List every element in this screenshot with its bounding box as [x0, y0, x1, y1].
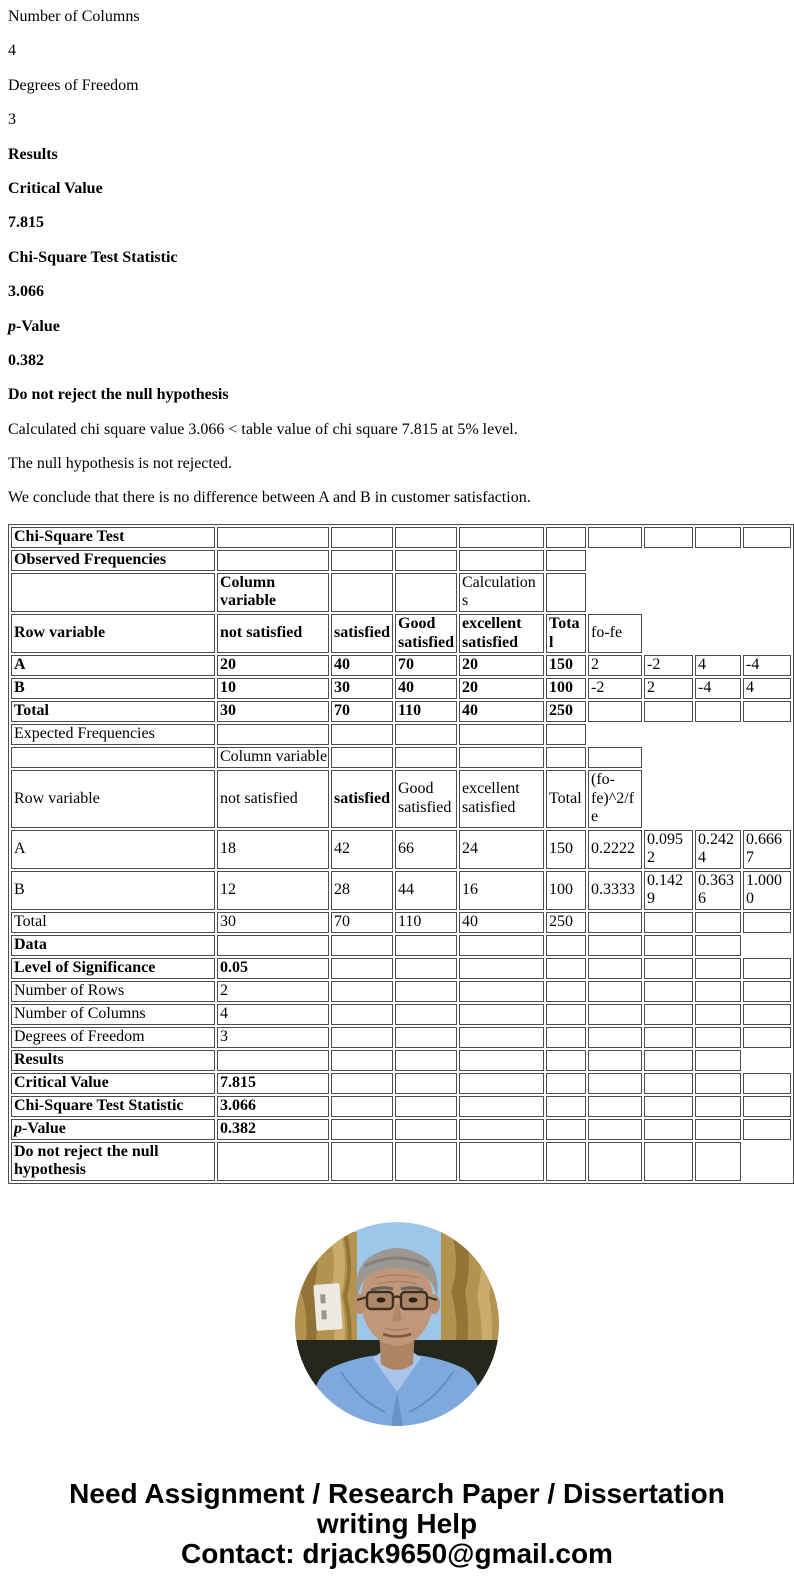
table-row: [11, 981, 791, 1002]
table-cell: [588, 912, 642, 933]
table-cell: [459, 527, 544, 548]
table-row: [11, 1142, 791, 1181]
table-cell: [546, 550, 586, 571]
table-cell: [588, 1096, 642, 1117]
table-cell: [695, 770, 741, 828]
table-cell: 70: [395, 655, 457, 676]
table-cell: [217, 935, 329, 956]
table-row: [11, 935, 791, 956]
table-cell: [331, 1050, 393, 1071]
table-cell: [459, 747, 544, 768]
table-cell: [546, 527, 586, 548]
table-cell: 0.0952: [644, 830, 693, 869]
table-cell: [743, 747, 791, 768]
table-cell: p-Value: [11, 1119, 215, 1140]
table-cell: excellent satisfied: [459, 614, 544, 653]
paragraph: We conclude that there is no difference between A and B in customer satisfaction.: [8, 489, 531, 507]
table-cell: Expected Frequencies: [11, 724, 215, 745]
table-cell: [644, 1142, 693, 1181]
table-cell: 40: [459, 912, 544, 933]
table-cell: [395, 1050, 457, 1071]
table-cell: 18: [217, 830, 329, 869]
table-cell: B: [11, 871, 215, 910]
table-cell: [743, 770, 791, 828]
table-cell: 0.6667: [743, 830, 791, 869]
table-cell: 40: [459, 701, 544, 722]
table-cell: [459, 550, 544, 571]
table-cell: [395, 1027, 457, 1048]
table-cell: 44: [395, 871, 457, 910]
table-cell: [217, 550, 329, 571]
table-cell: [588, 1119, 642, 1140]
table-cell: [743, 958, 791, 979]
table-cell: [695, 1142, 741, 1181]
table-cell: [695, 1050, 741, 1071]
table-cell: [743, 573, 791, 612]
table-cell: [695, 1004, 741, 1025]
table-cell: [644, 573, 693, 612]
table-cell: [695, 1073, 741, 1094]
table-cell: [459, 1096, 544, 1117]
table-cell: [644, 958, 693, 979]
table-cell: [331, 1027, 393, 1048]
table-cell: B: [11, 678, 215, 699]
table-cell: [695, 935, 741, 956]
table-cell: [459, 1004, 544, 1025]
table-row: [11, 701, 791, 722]
paragraph: 3.066: [8, 283, 44, 301]
table-cell: Do not reject the null hypothesis: [11, 1142, 215, 1181]
table-cell: 2: [217, 981, 329, 1002]
table-cell: 4: [743, 678, 791, 699]
table-cell: [644, 1073, 693, 1094]
table-cell: 3.066: [217, 1096, 329, 1117]
table-cell: A: [11, 655, 215, 676]
table-cell: 0.3636: [695, 871, 741, 910]
table-cell: 28: [331, 871, 393, 910]
table-cell: [459, 724, 544, 745]
table-cell: [395, 573, 457, 612]
table-cell: [459, 1050, 544, 1071]
table-cell: [644, 747, 693, 768]
paragraph: Do not reject the null hypothesis: [8, 386, 229, 404]
paragraph: The null hypothesis is not rejected.: [8, 455, 232, 473]
table-cell: [743, 912, 791, 933]
table-cell: 0.2424: [695, 830, 741, 869]
table-cell: Degrees of Freedom: [11, 1027, 215, 1048]
table-cell: Chi-Square Test: [11, 527, 215, 548]
table-cell: [743, 1119, 791, 1140]
table-cell: 3: [217, 1027, 329, 1048]
table-cell: [459, 935, 544, 956]
table-cell: Level of Significance: [11, 958, 215, 979]
table-cell: [331, 724, 393, 745]
table-cell: [395, 935, 457, 956]
table-cell: [331, 747, 393, 768]
table-row: [11, 1050, 791, 1071]
table-cell: [695, 724, 741, 745]
table-row: [11, 1004, 791, 1025]
table-cell: Total: [11, 701, 215, 722]
paragraph: 0.382: [8, 351, 44, 369]
table-cell: -4: [743, 655, 791, 676]
table-cell: [743, 550, 791, 571]
paragraph: Number of Columns: [8, 8, 140, 25]
table-cell: excellent satisfied: [459, 770, 544, 828]
table-cell: [331, 1004, 393, 1025]
table-row: [11, 614, 791, 653]
table-cell: [695, 912, 741, 933]
table-cell: Row variable: [11, 770, 215, 828]
table-cell: [546, 1004, 586, 1025]
table-cell: satisfied: [331, 614, 393, 653]
table-cell: [743, 1073, 791, 1094]
table-cell: [743, 1142, 791, 1181]
table-cell: 4: [217, 1004, 329, 1025]
table-row: [11, 1027, 791, 1048]
table-cell: [331, 1096, 393, 1117]
paragraph: Calculated chi square value 3.066 < table value of chi square 7.815 at 5% level.: [8, 420, 518, 438]
table-cell: [743, 1004, 791, 1025]
table-cell: Row variable: [11, 614, 215, 653]
table-cell: [644, 701, 693, 722]
table-cell: [588, 701, 642, 722]
table-cell: satisfied: [331, 770, 393, 828]
table-cell: [644, 614, 693, 653]
table-row: [11, 770, 791, 828]
table-cell: [546, 1142, 586, 1181]
table-cell: 0.3333: [588, 871, 642, 910]
table-cell: Results: [11, 1050, 215, 1071]
table-cell: [217, 724, 329, 745]
intro-section: [8, 8, 786, 508]
table-cell: [588, 935, 642, 956]
table-cell: [695, 981, 741, 1002]
table-cell: [743, 1050, 791, 1071]
table-cell: [695, 1096, 741, 1117]
table-cell: [546, 958, 586, 979]
table-cell: [331, 1119, 393, 1140]
table-cell: [459, 1119, 544, 1140]
table-cell: 110: [395, 701, 457, 722]
table-cell: [588, 981, 642, 1002]
table-cell: [743, 724, 791, 745]
table-cell: 10: [217, 678, 329, 699]
table-cell: 20: [217, 655, 329, 676]
table-cell: 0.1429: [644, 871, 693, 910]
table-cell: Number of Rows: [11, 981, 215, 1002]
table-cell: 150: [546, 830, 586, 869]
table-cell: 150: [546, 655, 586, 676]
table-cell: [546, 1073, 586, 1094]
table-cell: [395, 1119, 457, 1140]
table-cell: [546, 981, 586, 1002]
table-cell: [546, 935, 586, 956]
table-row: [11, 655, 791, 676]
table-cell: [644, 1004, 693, 1025]
table-row: [11, 830, 791, 869]
table-cell: [331, 981, 393, 1002]
table-cell: 4: [695, 655, 741, 676]
table-row: [11, 1073, 791, 1094]
table-row: [11, 724, 791, 745]
table-cell: [546, 1096, 586, 1117]
table-cell: 250: [546, 912, 586, 933]
table-row: [11, 747, 791, 768]
contact-line: Contact: drjack9650@gmail.com: [181, 1537, 613, 1569]
paragraph: 7.815: [8, 214, 44, 232]
table-cell: -2: [644, 655, 693, 676]
table-cell: [395, 1142, 457, 1181]
table-cell: 0.2222: [588, 830, 642, 869]
table-cell: 0.05: [217, 958, 329, 979]
table-cell: [695, 1119, 741, 1140]
table-cell: [743, 935, 791, 956]
table-cell: [644, 981, 693, 1002]
table-cell: [546, 573, 586, 612]
table-cell: 16: [459, 871, 544, 910]
table-cell: 30: [217, 701, 329, 722]
table-cell: Total: [546, 614, 586, 653]
table-cell: (fo-fe)^2/fe: [588, 770, 642, 828]
table-cell: [588, 527, 642, 548]
table-row: [11, 678, 791, 699]
table-cell: [588, 1004, 642, 1025]
table-cell: -2: [588, 678, 642, 699]
table-cell: [395, 1096, 457, 1117]
table-cell: [459, 1027, 544, 1048]
table-cell: [588, 1027, 642, 1048]
table-cell: [743, 701, 791, 722]
table-cell: [546, 1119, 586, 1140]
table-cell: Total: [11, 912, 215, 933]
table-cell: [331, 958, 393, 979]
table-cell: 24: [459, 830, 544, 869]
table-cell: [588, 747, 642, 768]
table-cell: 250: [546, 701, 586, 722]
table-cell: [695, 573, 741, 612]
table-cell: [695, 747, 741, 768]
table-cell: [11, 747, 215, 768]
table-cell: fo-fe: [588, 614, 642, 653]
table-cell: Critical Value: [11, 1073, 215, 1094]
table-cell: 100: [546, 678, 586, 699]
document-page: [8, 8, 786, 1569]
table-cell: [695, 550, 741, 571]
table-cell: 7.815: [217, 1073, 329, 1094]
table-cell: not satisfied: [217, 770, 329, 828]
table-cell: Column variable: [217, 573, 329, 612]
table-cell: [695, 527, 741, 548]
table-cell: 40: [395, 678, 457, 699]
paragraph: Degrees of Freedom: [8, 76, 139, 94]
table-cell: [644, 770, 693, 828]
paragraph: Chi-Square Test Statistic: [8, 248, 178, 266]
table-cell: [644, 912, 693, 933]
table-cell: [395, 1004, 457, 1025]
avatar-section: [8, 1222, 786, 1431]
table-cell: [459, 1142, 544, 1181]
table-cell: [459, 958, 544, 979]
table-cell: Number of Columns: [11, 1004, 215, 1025]
paragraph: Results: [8, 145, 58, 163]
table-cell: Calculations: [459, 573, 544, 612]
table-cell: 0.382: [217, 1119, 329, 1140]
table-cell: [395, 958, 457, 979]
table-cell: [644, 935, 693, 956]
table-cell: 66: [395, 830, 457, 869]
table-row: [11, 958, 791, 979]
table-cell: [331, 573, 393, 612]
paragraph: Critical Value: [8, 179, 103, 197]
table-cell: [331, 935, 393, 956]
table-cell: [644, 1050, 693, 1071]
table-cell: [644, 1096, 693, 1117]
table-cell: [546, 747, 586, 768]
table-cell: 2: [588, 655, 642, 676]
table-cell: [331, 1073, 393, 1094]
table-cell: Chi-Square Test Statistic: [11, 1096, 215, 1117]
table-cell: [644, 1027, 693, 1048]
table-cell: 40: [331, 655, 393, 676]
table-cell: [743, 981, 791, 1002]
paragraph: p-Value: [8, 317, 60, 335]
table-cell: 20: [459, 655, 544, 676]
table-cell: 30: [331, 678, 393, 699]
table-cell: [588, 550, 642, 571]
table-cell: [644, 527, 693, 548]
table-cell: [331, 1142, 393, 1181]
table-cell: Data: [11, 935, 215, 956]
table-cell: [588, 1142, 642, 1181]
table-cell: [588, 1050, 642, 1071]
table-cell: not satisfied: [217, 614, 329, 653]
chi-square-table: [8, 524, 794, 1184]
switch-plate-shape: [313, 1283, 342, 1331]
table-cell: 2: [644, 678, 693, 699]
table-cell: [395, 550, 457, 571]
table-cell: [395, 1073, 457, 1094]
table-cell: [395, 747, 457, 768]
table-cell: [395, 527, 457, 548]
table-row: [11, 1096, 791, 1117]
table-row: [11, 573, 791, 612]
table-cell: [644, 724, 693, 745]
table-cell: 30: [217, 912, 329, 933]
table-cell: [743, 614, 791, 653]
table-cell: Good satisfied: [395, 770, 457, 828]
table-cell: [695, 701, 741, 722]
table-cell: Total: [546, 770, 586, 828]
help-banner: [8, 1479, 786, 1569]
table-cell: [743, 527, 791, 548]
table-cell: 110: [395, 912, 457, 933]
table-cell: 70: [331, 701, 393, 722]
table-cell: [546, 1027, 586, 1048]
table-cell: [459, 1073, 544, 1094]
table-row: [11, 550, 791, 571]
table-cell: [546, 724, 586, 745]
table-cell: [644, 550, 693, 571]
table-cell: 100: [546, 871, 586, 910]
paragraph: 3: [8, 111, 16, 129]
table-cell: [695, 1027, 741, 1048]
table-cell: Observed Frequencies: [11, 550, 215, 571]
table-cell: [331, 550, 393, 571]
table-cell: Column variable: [217, 747, 329, 768]
table-row: [11, 527, 791, 548]
table-cell: 70: [331, 912, 393, 933]
table-cell: A: [11, 830, 215, 869]
table-cell: [588, 1073, 642, 1094]
table-cell: [217, 527, 329, 548]
table-cell: [459, 981, 544, 1002]
banner-heading: Need Assignment / Research Paper / Dissertation writing Help: [69, 1477, 725, 1539]
table-cell: [395, 724, 457, 745]
table-cell: 42: [331, 830, 393, 869]
table-cell: [546, 1050, 586, 1071]
table-cell: [217, 1142, 329, 1181]
table-cell: [395, 981, 457, 1002]
table-cell: 1.0000: [743, 871, 791, 910]
presenter-avatar: [295, 1222, 499, 1426]
table-cell: [588, 573, 642, 612]
table-cell: [217, 1050, 329, 1071]
table-cell: 20: [459, 678, 544, 699]
table-cell: [743, 1027, 791, 1048]
table-cell: [588, 724, 642, 745]
table-cell: [588, 958, 642, 979]
table-row: [11, 871, 791, 910]
table-cell: [644, 1119, 693, 1140]
table-cell: [743, 1096, 791, 1117]
table-row: [11, 912, 791, 933]
table-row: [11, 1119, 791, 1140]
table-cell: Good satisfied: [395, 614, 457, 653]
table-cell: [11, 573, 215, 612]
table-cell: -4: [695, 678, 741, 699]
paragraph: 4: [8, 42, 16, 60]
table-cell: [331, 527, 393, 548]
table-cell: 12: [217, 871, 329, 910]
table-cell: [695, 614, 741, 653]
table-cell: [695, 958, 741, 979]
